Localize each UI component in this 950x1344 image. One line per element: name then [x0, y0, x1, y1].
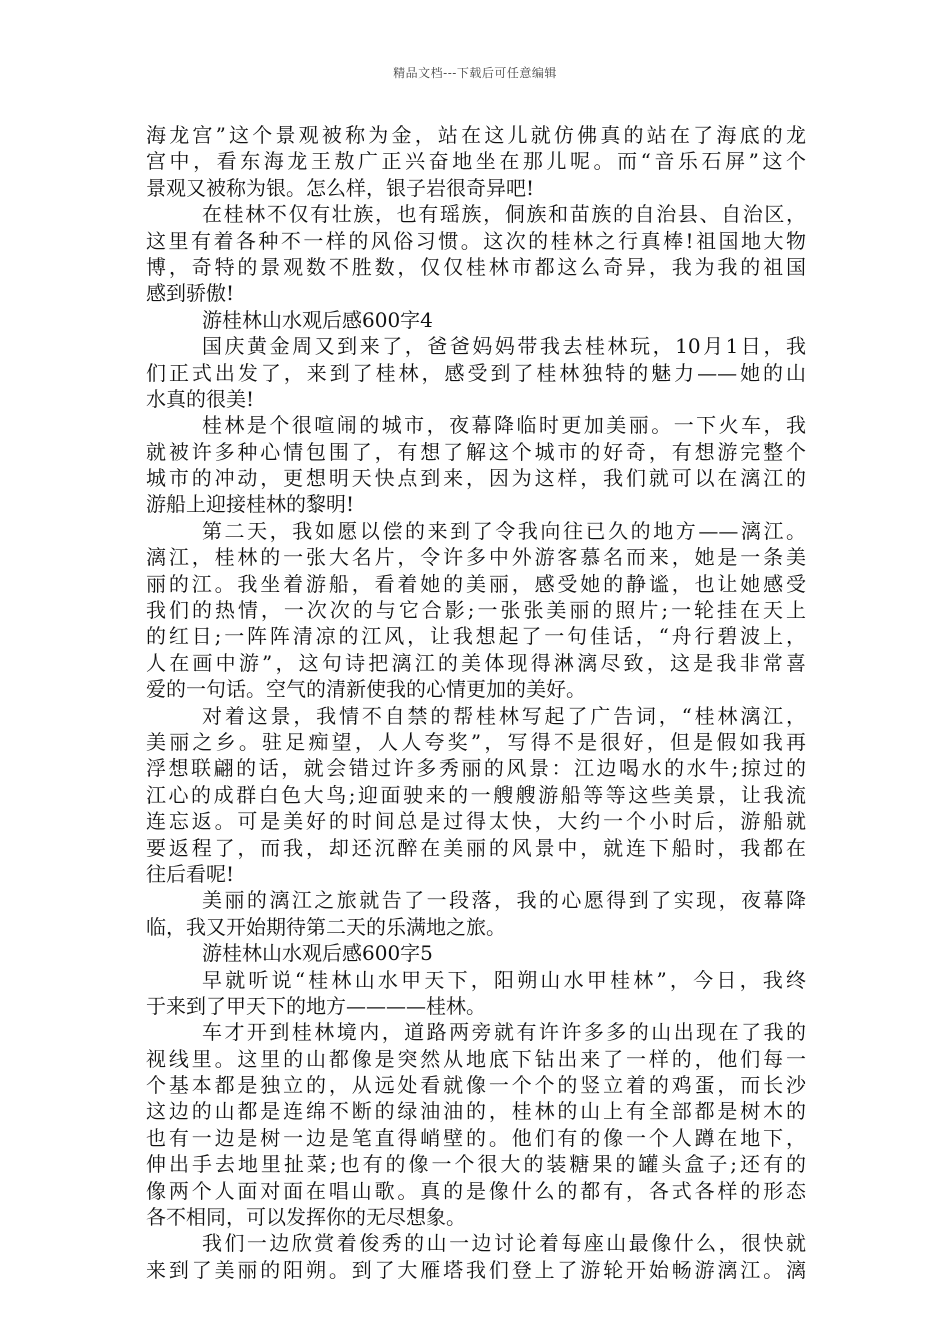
text-line: 临，我又开始期待第二天的乐满地之旅。	[146, 914, 506, 939]
text-line: 这边的山都是连绵不断的绿油油的，桂林的山上有全部都是树木的	[146, 1099, 806, 1124]
text-line: 宫中，看东海龙王敖广正兴奋地坐在那儿呢。而“音乐石屏”这个	[146, 149, 806, 174]
text-line: 美丽之乡。驻足痴望，人人夸奖”，写得不是很好，但是假如我再	[146, 729, 806, 754]
document-body	[146, 122, 806, 1283]
text-line: 来到了美丽的阳朔。到了大雁塔我们登上了游轮开始畅游漓江。漓	[146, 1257, 806, 1282]
text-line: 对着这景，我情不自禁的帮桂林写起了广告词，“桂林漓江，	[202, 703, 806, 728]
text-line: 浮想联翩的话，就会错过许多秀丽的风景：江边喝水的水牛;掠过的	[146, 756, 806, 781]
text-line: 个基本都是独立的，从远处看就像一个个的竖立着的鸡蛋，而长沙	[146, 1073, 806, 1098]
text-line: 各不相同，可以发挥你的无尽想象。	[146, 1205, 466, 1230]
text-line: 水真的很美!	[146, 386, 255, 411]
text-line: 爱的一句话。空气的清新使我的心情更加的美好。	[146, 677, 586, 702]
text-line: 伸出手去地里扯菜;也有的像一个很大的装糖果的罐头盒子;还有的	[146, 1152, 806, 1177]
text-line: 这里有着各种不一样的风俗习惯。这次的桂林之行真棒!祖国地大物	[146, 228, 806, 253]
text-line: 城市的冲动，更想明天快点到来，因为这样，我们就可以在漓江的	[146, 466, 806, 491]
text-line: 连忘返。可是美好的时间总是过得太快，大约一个小时后，游船就	[146, 809, 806, 834]
text-line: 游桂林山水观后感600字4	[202, 307, 433, 332]
text-line: 美丽的漓江之旅就告了一段落，我的心愿得到了实现，夜幕降	[202, 888, 806, 913]
text-line: 就被许多种心情包围了，有想了解这个城市的好奇，有想游完整个	[146, 439, 806, 464]
text-line: 像两个人面对面在唱山歌。真的是像什么的都有，各式各样的形态	[146, 1178, 806, 1203]
text-line: 视线里。这里的山都像是突然从地底下钻出来了一样的，他们每一	[146, 1046, 806, 1071]
text-line: 也有一边是树一边是笔直得峭壁的。他们有的像一个人蹲在地下，	[146, 1125, 806, 1150]
text-line: 往后看呢!	[146, 861, 235, 886]
text-line: 丽的江。我坐着游船，看着她的美丽，感受她的静谧，也让她感受	[146, 571, 806, 596]
text-line: 漓江，桂林的一张大名片，令许多中外游客慕名而来，她是一条美	[146, 545, 806, 570]
text-line: 国庆黄金周又到来了，爸爸妈妈带我去桂林玩，10月1日，我	[202, 334, 806, 359]
text-line: 游桂林山水观后感600字5	[202, 941, 433, 966]
text-line: 的红日;一阵阵清凉的江风，让我想起了一句佳话，“舟行碧波上，	[146, 624, 806, 649]
text-line: 江心的成群白色大鸟;迎面驶来的一艘艘游船等等这些美景，让我流	[146, 782, 806, 807]
text-line: 车才开到桂林境内，道路两旁就有许许多多的山出现在了我的	[202, 1020, 806, 1045]
text-line: 景观又被称为银。怎么样，银子岩很奇异吧!	[146, 175, 535, 200]
text-line: 博，奇特的景观数不胜数，仅仅桂林市都这么奇异，我为我的祖国	[146, 254, 806, 279]
text-line: 游船上迎接桂林的黎明!	[146, 492, 355, 517]
text-line: 于来到了甲天下的地方————桂林。	[146, 993, 486, 1018]
text-line: 海龙宫”这个景观被称为金，站在这儿就仿佛真的站在了海底的龙	[146, 123, 806, 147]
text-line: 我们的热情，一次次的与它合影;一张张美丽的照片;一轮挂在天上	[146, 598, 806, 623]
text-line: 早就听说“桂林山水甲天下，阳朔山水甲桂林”，今日，我终	[202, 967, 806, 992]
text-line: 要返程了，而我，却还沉醉在美丽的风景中，就连下船时，我都在	[146, 835, 806, 860]
text-line: 第二天，我如愿以偿的来到了令我向往已久的地方——漓江。	[202, 518, 806, 543]
text-line: 在桂林不仅有壮族，也有瑶族，侗族和苗族的自治县、自治区，	[202, 202, 806, 227]
text-line: 我们一边欣赏着俊秀的山一边讨论着每座山最像什么，很快就	[202, 1231, 806, 1256]
text-line: 人在画中游”，这句诗把漓江的美体现得淋漓尽致，这是我非常喜	[146, 650, 806, 675]
text-line: 们正式出发了，来到了桂林，感受到了桂林独特的魅力——她的山	[146, 360, 806, 385]
text-line: 桂林是个很喧闹的城市，夜幕降临时更加美丽。一下火车，我	[202, 413, 806, 438]
text-line: 感到骄傲!	[146, 281, 235, 306]
page-header: 精品文档---下载后可任意编辑	[393, 66, 557, 80]
